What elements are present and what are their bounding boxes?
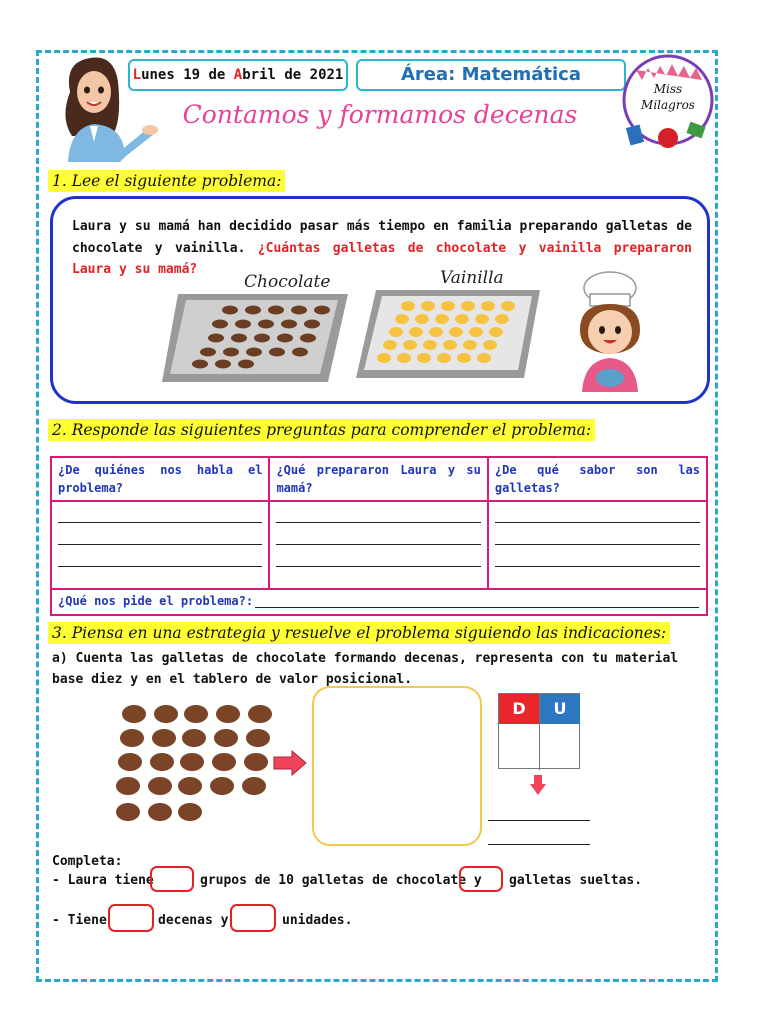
place-value-board [498,693,580,769]
section-3-title: 3. Piensa en una estrategia y resuelve el problema siguiendo las indicaciones: [48,622,670,644]
answer-line-b[interactable] [488,844,590,845]
answer-line-4[interactable] [255,607,699,608]
answer-box-groups[interactable] [150,866,194,892]
completa-line1-a: - Laura tiene [52,873,154,888]
question-4: ¿Qué nos pide el problema?: [58,594,254,608]
date-box [128,59,348,91]
problem-statement: Laura y su mamá han decidido pasar más tiempo en familia preparando galletas de chocolate y vainilla. [72,219,692,256]
date-letter-a: A [233,67,243,83]
answer-area-1[interactable] [51,501,269,589]
chocolate-tray-icon [158,290,350,386]
answer-box-loose[interactable] [459,866,503,892]
logo-text-line1: Miss [653,82,683,96]
base-ten-drawing-box[interactable] [312,686,482,846]
area-box: Área: Matemática [356,59,626,91]
completa-line2-a: - Tiene [52,913,107,928]
arrow-right-icon [272,750,308,776]
section-2-title: 2. Responde las siguientes preguntas para comprender el problema: [48,419,595,441]
problem-question: ¿Cuántas galletas de chocolate y vainilla prepararon Laura y su mamá? [72,240,692,277]
date-letter-l: L [132,67,142,83]
question-1: ¿De quiénes nos habla el problema? [51,457,269,501]
girl-chef-icon [570,268,650,392]
answer-line-a[interactable] [488,820,590,821]
completa-label: Completa: [52,854,123,869]
instruction-a: a) Cuenta las galletas de chocolate formando decenas, representa con tu material base diez y en el tablero de valor posicional. [52,651,679,687]
date-part2: bril de 2021 [242,67,344,83]
questions-table [50,456,708,616]
section-1-title: 1. Lee el siguiente problema: [48,170,285,192]
answer-area-3[interactable] [488,501,707,589]
question-3: ¿De qué sabor son las galletas? [488,457,707,501]
logo-text-line2: Milagros [641,98,695,112]
pv-header-u: U [540,694,580,724]
answer-area-2[interactable] [269,501,487,589]
pv-divider [539,694,540,770]
date-part1: unes 19 de [141,67,234,83]
vanilla-tray-icon [352,286,544,382]
chocolate-cookies-icon [112,700,282,828]
question-4-row [51,589,707,615]
question-2: ¿Qué prepararon Laura y su mamá? [269,457,487,501]
completa-line1-b: grupos de 10 galletas de chocolate y [200,873,482,888]
completa-line2-c: unidades. [282,913,353,928]
completa-line1-c: galletas sueltas. [509,873,643,888]
page-title: Contamos y formamos decenas [182,100,578,129]
completa-line2-b: decenas y [158,913,229,928]
tray-chocolate-label: Chocolate [244,272,331,292]
logo [618,52,718,152]
tray-vanilla-label: Vainilla [440,268,504,288]
answer-box-units[interactable] [230,904,276,932]
pv-header-d: D [499,694,539,724]
arrow-down-icon [529,774,547,796]
answer-box-tens[interactable] [108,904,154,932]
